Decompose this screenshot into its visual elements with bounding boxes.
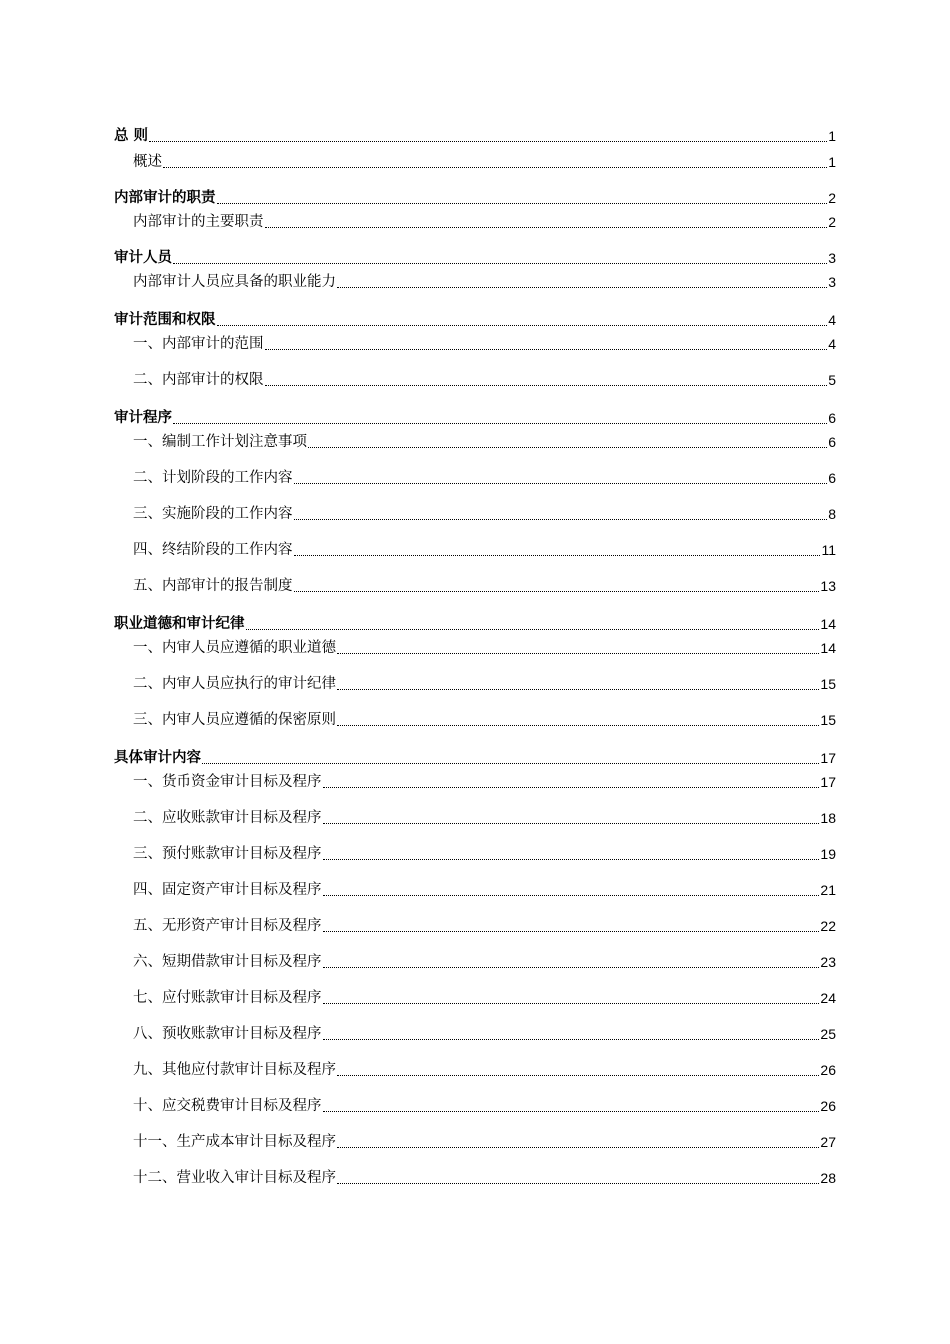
toc-entry-page: 1	[828, 154, 836, 170]
toc-entry-label: 二、计划阶段的工作内容	[133, 470, 293, 486]
toc-entry-label: 四、固定资产审计目标及程序	[133, 882, 322, 898]
dot-leader	[323, 966, 820, 968]
dot-leader	[173, 422, 827, 424]
dot-leader	[294, 554, 821, 556]
toc-entry[interactable]	[114, 370, 836, 390]
dot-leader	[173, 262, 827, 264]
toc-entry[interactable]	[114, 126, 836, 146]
dot-leader	[294, 518, 828, 520]
toc-entry-label: 具体审计内容	[114, 750, 201, 766]
toc-entry[interactable]	[114, 432, 836, 452]
toc-entry-label: 内部审计的职责	[114, 190, 216, 206]
toc-entry[interactable]	[114, 1168, 836, 1188]
toc-entry[interactable]	[114, 188, 836, 208]
toc-entry-label: 六、短期借款审计目标及程序	[133, 954, 322, 970]
toc-entry[interactable]	[114, 614, 836, 634]
toc-entry-page: 15	[820, 676, 836, 692]
toc-entry-page: 24	[820, 990, 836, 1006]
dot-leader	[246, 628, 820, 630]
toc-entry-label: 二、内部审计的权限	[133, 372, 264, 388]
toc-entry[interactable]	[114, 540, 836, 560]
toc-entry-label: 审计人员	[114, 250, 172, 266]
toc-entry[interactable]	[114, 248, 836, 268]
toc-entry-page: 21	[820, 882, 836, 898]
dot-leader	[149, 140, 827, 142]
toc-entry-label: 职业道德和审计纪律	[114, 616, 245, 632]
toc-entry-label: 内部审计人员应具备的职业能力	[133, 274, 336, 290]
toc-entry[interactable]	[114, 880, 836, 900]
toc-entry[interactable]	[114, 710, 836, 730]
toc-entry[interactable]	[114, 638, 836, 658]
dot-leader	[323, 894, 820, 896]
toc-entry-page: 18	[820, 810, 836, 826]
dot-leader	[265, 226, 828, 228]
toc-entry[interactable]	[114, 1060, 836, 1080]
toc-entry-label: 一、编制工作计划注意事项	[133, 434, 307, 450]
toc-entry-label: 三、实施阶段的工作内容	[133, 506, 293, 522]
toc-entry-label: 十一、生产成本审计目标及程序	[133, 1134, 336, 1150]
toc-entry-label: 七、应付账款审计目标及程序	[133, 990, 322, 1006]
toc-entry[interactable]	[114, 468, 836, 488]
toc-entry-page: 27	[820, 1134, 836, 1150]
toc-entry-label: 三、内审人员应遵循的保密原则	[133, 712, 336, 728]
toc-entry-label: 三、预付账款审计目标及程序	[133, 846, 322, 862]
dot-leader	[323, 822, 820, 824]
dot-leader	[337, 286, 827, 288]
dot-leader	[217, 202, 828, 204]
toc-entry-label: 十、应交税费审计目标及程序	[133, 1098, 322, 1114]
toc-entry-page: 14	[820, 616, 836, 632]
toc-entry[interactable]	[114, 576, 836, 596]
dot-leader	[265, 348, 828, 350]
toc-entry[interactable]	[114, 748, 836, 768]
dot-leader	[337, 1182, 819, 1184]
toc-entry-page: 2	[828, 190, 836, 206]
dot-leader	[323, 930, 820, 932]
toc-entry[interactable]	[114, 674, 836, 694]
toc-entry-label: 九、其他应付款审计目标及程序	[133, 1062, 336, 1078]
toc-entry[interactable]	[114, 916, 836, 936]
dot-leader	[217, 324, 828, 326]
toc-entry[interactable]	[114, 808, 836, 828]
dot-leader	[294, 590, 820, 592]
toc-entry-label: 审计范围和权限	[114, 312, 216, 328]
toc-entry[interactable]	[114, 772, 836, 792]
toc-entry-label: 四、终结阶段的工作内容	[133, 542, 293, 558]
toc-entry[interactable]	[114, 844, 836, 864]
toc-entry-label: 总 则	[114, 128, 149, 144]
toc-entry-page: 4	[828, 312, 836, 328]
toc-entry-page: 11	[821, 542, 836, 558]
dot-leader	[308, 446, 827, 448]
toc-entry-label: 一、内审人员应遵循的职业道德	[133, 640, 336, 656]
toc-entry-page: 6	[828, 410, 836, 426]
toc-entry-label: 一、内部审计的范围	[133, 336, 264, 352]
dot-leader	[163, 166, 827, 168]
toc-entry-page: 4	[828, 336, 836, 352]
dot-leader	[323, 786, 820, 788]
toc-entry[interactable]	[114, 988, 836, 1008]
toc-entry-label: 二、内审人员应执行的审计纪律	[133, 676, 336, 692]
toc-entry-label: 概述	[133, 154, 162, 170]
toc-entry-page: 25	[820, 1026, 836, 1042]
dot-leader	[323, 1110, 820, 1112]
toc-entry-label: 五、内部审计的报告制度	[133, 578, 293, 594]
toc-entry-page: 1	[828, 128, 836, 144]
toc-entry-label: 内部审计的主要职责	[133, 214, 264, 230]
toc-entry-page: 28	[820, 1170, 836, 1186]
toc-entry-page: 13	[820, 578, 836, 594]
toc-entry[interactable]	[114, 212, 836, 232]
toc-entry-page: 8	[828, 506, 836, 522]
toc-entry[interactable]	[114, 1132, 836, 1152]
toc-entry-page: 22	[820, 918, 836, 934]
toc-entry-label: 二、应收账款审计目标及程序	[133, 810, 322, 826]
toc-entry-label: 审计程序	[114, 410, 172, 426]
toc-entry-page: 15	[820, 712, 836, 728]
toc-entry-label: 五、无形资产审计目标及程序	[133, 918, 322, 934]
dot-leader	[294, 482, 828, 484]
toc-entry-page: 19	[820, 846, 836, 862]
dot-leader	[265, 384, 828, 386]
toc-entry[interactable]	[114, 152, 836, 172]
toc-entry-page: 26	[820, 1062, 836, 1078]
toc-entry-page: 3	[828, 250, 836, 266]
toc-entry-page: 17	[820, 750, 836, 766]
toc-entry-page: 3	[828, 274, 836, 290]
dot-leader	[337, 688, 819, 690]
toc-entry[interactable]	[114, 952, 836, 972]
toc-entry-label: 一、货币资金审计目标及程序	[133, 774, 322, 790]
toc-entry-page: 17	[820, 774, 836, 790]
toc-entry[interactable]	[114, 504, 836, 524]
toc-entry-page: 26	[820, 1098, 836, 1114]
toc-entry-page: 14	[820, 640, 836, 656]
dot-leader	[337, 724, 819, 726]
toc-entry-page: 5	[828, 372, 836, 388]
dot-leader	[323, 858, 820, 860]
toc-entry-page: 2	[828, 214, 836, 230]
dot-leader	[337, 1074, 819, 1076]
dot-leader	[323, 1038, 820, 1040]
toc-entry[interactable]	[114, 272, 836, 292]
dot-leader	[323, 1002, 820, 1004]
toc-entry[interactable]	[114, 334, 836, 354]
toc-entry-label: 十二、营业收入审计目标及程序	[133, 1170, 336, 1186]
toc-entry-page: 6	[828, 470, 836, 486]
toc-entry[interactable]	[114, 408, 836, 428]
dot-leader	[202, 762, 819, 764]
toc-entry-label: 八、预收账款审计目标及程序	[133, 1026, 322, 1042]
dot-leader	[337, 1146, 819, 1148]
toc-entry-page: 23	[820, 954, 836, 970]
toc-entry[interactable]	[114, 1096, 836, 1116]
toc-entry[interactable]	[114, 310, 836, 330]
toc-entry[interactable]	[114, 1024, 836, 1044]
toc-entry-page: 6	[828, 434, 836, 450]
dot-leader	[337, 652, 819, 654]
